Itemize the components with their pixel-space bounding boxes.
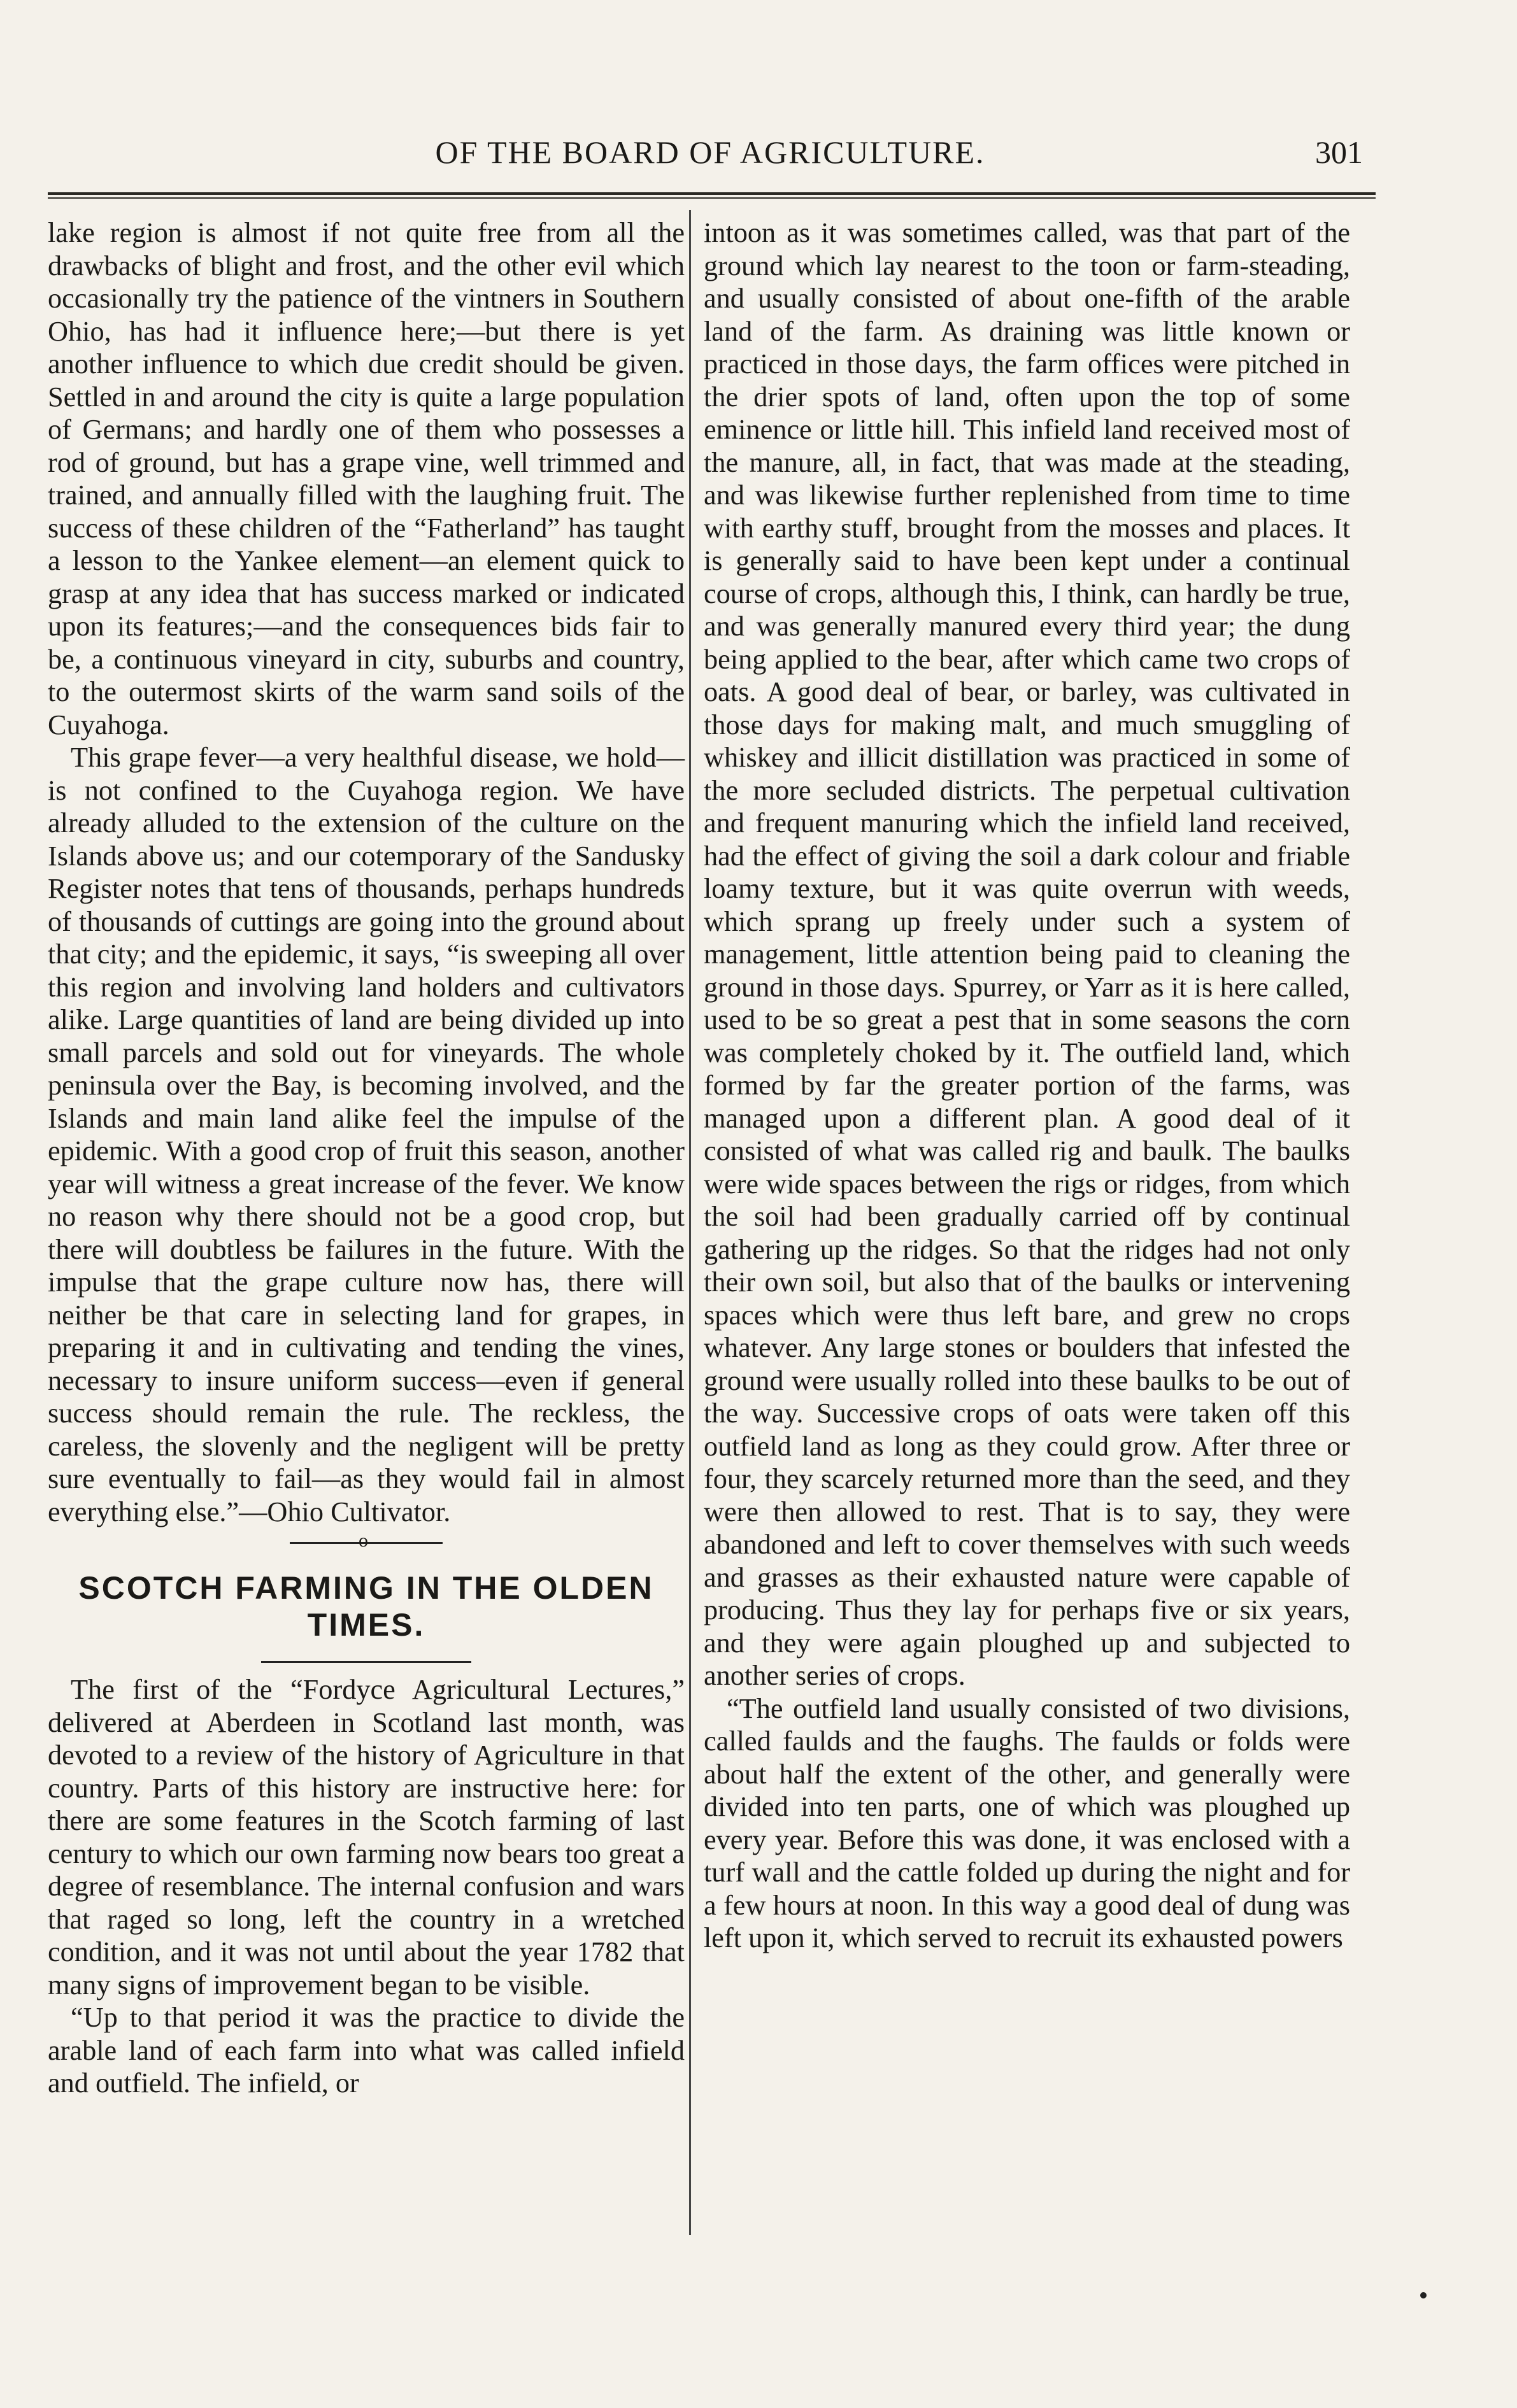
paragraph-fordyce-lectures: The first of the “Fordyce Agricultural Lectures,” delivered at Aberdeen in Scotland last month, was devoted to a review of the history of Agriculture in that country. Parts of this history are instructive here: for there are some features in the Scotch farming of last century to which our own farming now bears too great a degree of resemblance. The internal confusion and wars that raged so long, left the country in a wretched condition, and it was not until about the year 1782 that many signs of improvement began to be visible. (48, 1674, 685, 2001)
heading-rule (261, 1661, 471, 1663)
article-separator (290, 1542, 443, 1544)
running-title: OF THE BOARD OF AGRICULTURE. (435, 134, 985, 170)
paragraph-grape-fever: This grape fever—a very healthful disease, we hold—is not confined to the Cuyahoga region. We have already alluded to the extension of the culture on the Islands above us; and our cotemporary of the Sandusky Register notes that tens of thousands, perhaps hundreds of thousands of cuttings are going into the ground about that city; and the epidemic, it says, “is sweeping all over this region and involving land holders and cultivators alike. Large quantities of land are being divided up into small parcels and sold out for vineyards. The whole peninsula over the Bay, is becoming involved, and the Islands and main land alike feel the impulse of the epidemic. With a good crop of fruit this season, another year will witness a great increase of the fever. We know no reason why there should not be a good crop, but there will doubtless be failures in the future. With the impulse that the grape culture now has, there will neither be that care in selecting land for grapes, in preparing it and in cultivating and tending the vines, necessary to insure uniform success—even if general success should remain the rule. The reckless, the careless, the slovenly and the negligent will be pretty sure eventually to fail—as they would fail in almost everything else.”—Ohio Cultivator. (48, 742, 685, 1527)
header-rule-thin (48, 197, 1376, 199)
heading-line-2: TIMES. (307, 1607, 425, 1643)
print-speck (1420, 2292, 1427, 2298)
running-head (57, 134, 1363, 191)
paragraph-infield-outfield: “Up to that period it was the practice to divide the arable land of each farm into what was called infield and outfield. The infield, or (48, 2002, 685, 2099)
left-column (48, 216, 685, 2100)
page-number: 301 (1315, 134, 1363, 170)
heading-line-1: SCOTCH FARMING IN THE OLDEN (78, 1570, 654, 1606)
column-divider (689, 210, 691, 2235)
paragraph-lake-region: lake region is almost if not quite free from all the drawbacks of blight and frost, and the other evil which occasionally try the patience of the vintners in Southern Ohio, has had it influence here;—but there is yet another influence to which due credit should be given. Settled in and around the city is quite a large population of Germans; and hardly one of them who possesses a rod of ground, but has a grape vine, well trimmed and trained, and annually filled with the laughing fruit. The success of these children of the “Fatherland” has taught a lesson to the Yankee element—an element quick to grasp at any idea that has success marked or indicated upon its features;—and the consequences bids fair to be, a continuous vineyard in city, suburbs and country, to the outermost skirts of the warm sand soils of the Cuyahoga. (48, 217, 685, 740)
right-column (704, 216, 1350, 1955)
paragraph-outfield-divisions: “The outfield land usually consisted of two divisions, called faulds and the faughs. The faulds or folds were about half the extent of the other, and generally were divided into ten parts, one of which was ploughed up every year. Before this was done, it was enclosed with a turf wall and the cattle folded up during the night and for a few hours at noon. In this way a good deal of dung was left upon it, which served to recruit its exhausted powers (704, 1692, 1350, 1953)
header-rule (48, 192, 1376, 195)
paragraph-infield-description: intoon as it was sometimes called, was that part of the ground which lay nearest to the toon or farm-steading, and usually consisted of about one-fifth of the arable land of the farm. As draining was little known or practiced in those days, the farm offices were pitched in the drier spots of land, often upon the top of some eminence or little hill. This infield land received most of the manure, all, in fact, that was made at the steading, and was likewise further replenished from time to time with earthy stuff, brought from the mosses and places. It is generally said to have been kept under a continual course of crops, although this, I think, can hardly be true, and was generally manured every third year; the dung being applied to the bear, after which came two crops of oats. A good deal of bear, or barley, was cultivated in those days for making malt, and much smuggling of whiskey and illicit distillation was practiced in some of the more secluded districts. The perpetual cultivation and frequent manuring which the infield land received, had the effect of giving the soil a dark colour and friable loamy texture, but it was quite overrun with weeds, which sprang up freely under such a system of management, little attention being paid to cleaning the ground in those days. Spurrey, or Yarr as it is here called, used to be so great a pest that in some seasons the corn was completely choked by it. The outfield land, which formed by far the greater portion of the farms, was managed upon a different plan. A good deal of it consisted of what was called rig and baulk. The baulks were wide spaces between the rigs or ridges, from which the soil had been gradually carried off by continual gathering up the ridges. So that the ridges had not only their own soil, but also that of the baulks or intervening spaces which were thus left bare, and grew no crops whatever. Any large stones or boulders that infested the ground were usually rolled into these baulks to be out of the way. Successive crops of oats were taken off this outfield land as long as they could grow. After three or four, they scarcely returned more than the seed, and they were then allowed to rest. That is to say, they were abandoned and left to cover themselves with such weeds and grasses as their exhausted nature were capable of producing. Thus they lay for perhaps five or six years, and they were again ploughed up and subjected to another series of crops. (704, 217, 1350, 1691)
section-heading (48, 1569, 685, 1643)
